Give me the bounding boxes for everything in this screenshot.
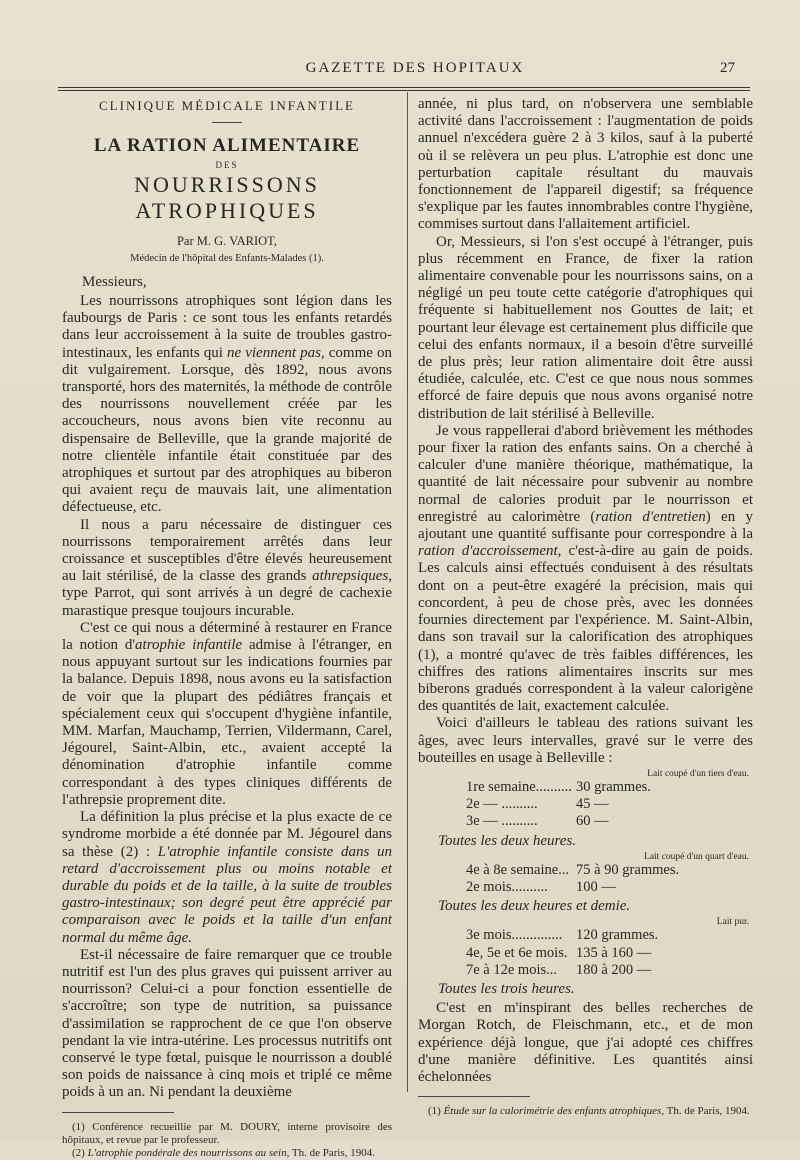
footnote: (1) Étude sur la calorimétrie des enfants atrophiques, Th. de Paris, 1904. — [428, 1105, 750, 1118]
footnote: (2) L'atrophie pondérale des nourrissons au sein, Th. de Paris, 1904. — [72, 1146, 376, 1159]
article-title-des: DES — [215, 160, 239, 170]
article-title-line2: NOURRISSONS ATROPHIQUES — [134, 172, 320, 223]
paragraph: Il nous a paru nécessaire de distinguer ces nourrissons temporairement arrêtés dans leur croissance et susceptibles d'être élevés heureusement au lait stérilisé, de la classe des grands athrepsiques, type Parrot, qui sont arrivés à un degré de cachexie marastique presque toujours incurable. — [62, 516, 392, 619]
ration-table-row: 2e — .......... 45 — — [466, 796, 609, 813]
paragraph: La définition la plus précise et la plus exacte de ce syndrome morbide a été donnée par M. Jégourel dans sa thèse (2) : L'atrophie infantile consiste dans un retard d'accroissement plus ou moins notable et durable du poids et de la taille, à la suite de troubles gastro-intestinaux; son degré peut être apprécié par comparaison avec le poids et la taille d'un enfant normal du même âge. — [62, 809, 392, 946]
paragraph: Je vous rappellerai d'abord brièvement les méthodes pour fixer la ration des enfants sains. On a cherché à calculer d'une manière théorique, mathématique, la quantité de lait nécessaire pour subvenir au nombre normal de calories produit par le nourrisson et enregistré au calorimètre (ration d'entretien) en y ajoutant une quantité suffisante pour correspondre à la ration d'accroissement, c'est-à-dire au gain de poids. Les calculs ainsi effectués conduisent à des résultats dont on a peut-être exagéré la précision, mais qui concordent, à peu de chose près, avec les données fournies directement par l'expérience. M. Saint-Albin, dans son travail sur la calorification des atrophiques (1), a montré qu'avec de très faibles différences, les chiffres des rations alimentaires inscrits sur mes biberons gradués correspondent à la valeur calorigène des quantités de lait, exactement calculée. — [418, 422, 753, 715]
running-head — [0, 60, 800, 80]
paragraph: Les nourrissons atrophiques sont légion dans les faubourgs de Paris : ce sont tous les enfants retardés dans leur accroissement à la suite de troubles gastro-intestinaux, les enfants qui ne viennent pas, comme on dit vulgairement. Lorsque, dès 1892, nous avons transporté, hors des maternités, la méthode de contrôle des nourrissons nouvellement créée par les accoucheurs, nous avons bien vite reconnu au dispensaire de Belleville, que la grande majorité de notre clientèle infantile était constituée par des atrophiques et surtout par des atrophiques au biberon qui avaient reçu de mauvais lait, une alimentation défectueuse, etc. — [62, 293, 392, 516]
paragraph: C'est en m'inspirant des belles recherches de Morgan Rotch, de Fleischmann, etc., et de mon expérience déjà longue, que j'ai adopté ces chiffres d'une manière définitive. Les quantités ainsi échelonnées — [418, 1000, 753, 1085]
footnote: (1) Conférence recueillie par M. DOURY, interne provisoire des hôpitaux, et revue par le professeur. — [62, 1120, 392, 1146]
ration-table-interval: Toutes les trois heures. — [438, 980, 575, 997]
author-affiliation: Médecin de l'hôpital des Enfants-Malades (1). — [130, 253, 324, 264]
header-rule-2 — [58, 90, 750, 91]
footnote-rule — [62, 1112, 174, 1113]
paragraph: C'est ce qui nous a déterminé à restaurer en France la notion d'atrophie infantile admise à l'étranger, en nous appuyant surtout sur les indications fournies par la balance. Depuis 1898, nous avons eu la satisfaction de voir que la plupart des pédiâtres français et spécialement ceux qui s'occupent d'hygiène infantile, MM. Marfan, Mauchamp, Terrien, Vildermann, Carel, Jégourel, Saint-Albin, etc., avaient accepté la dénomination d'atrophie infantile comme correspondant à des types cliniques différents de l'athrepsie proprement dite. — [62, 619, 392, 808]
ration-table-interval: Toutes les deux heures et demie. — [438, 898, 631, 915]
ration-table-row: 3e mois.............. 120 grammes. — [466, 927, 659, 944]
ration-table-heading: Lait coupé d'un quart d'eau. — [644, 851, 749, 862]
ration-table-row: 4e, 5e et 6e mois. 135 à 160 — — [466, 944, 652, 961]
page-number: 27 — [720, 60, 735, 76]
right-column — [418, 96, 753, 1118]
journal-title: GAZETTE DES HOPITAUX — [305, 60, 525, 76]
author-line: Par M. G. VARIOT, — [176, 234, 277, 248]
paragraph: Voici d'ailleurs le tableau des rations suivant les âges, avec leurs intervalles, gravé sur le verre des bouteilles en usage à Belleville : — [418, 715, 753, 766]
paragraph: Or, Messieurs, si l'on s'est occupé à l'étranger, puis plus récemment en France, de fixer la ration alimentaire convenable pour les nourrissons sains, on a négligé un peu toute cette catégorie d'atrophiques qui fréquente si habituellement nos Gouttes de lait; et pourtant leur élevage est certainement plus difficile que celui des enfants normaux, il a besoin d'être surveillé de plus près; leur ration alimentaire doit être aussi étudiée, calculée, etc. C'est ce que nous nous sommes efforcé de faire depuis que nous avons organisé notre distribution de lait stérilisé à Belleville. — [418, 233, 753, 422]
ration-table-row: 7e à 12e mois... 180 à 200 — — [466, 961, 652, 978]
ration-table-heading: Lait coupé d'un tiers d'eau. — [647, 768, 749, 779]
ration-table-row: 3e — .......... 60 — — [466, 813, 609, 830]
left-column — [62, 96, 392, 1160]
paragraph: année, ni plus tard, on n'observera une semblable activité dans l'accroissement : l'augmentation de poids annuel n'excédera guère 2 à 3 kilos, sauf à la puberté où il se relèvera un peu plus. L'atrophie est donc une perturbation capitale résultant du mauvais fonctionnement de l'appareil digestif; sa fréquence s'explique par les fautes innombrables contre l'hygiène, commises surtout dans l'allaitement artificiel. — [418, 96, 753, 233]
salutation: Messieurs, — [82, 274, 147, 290]
ration-table-row: 4e à 8e semaine... 75 à 90 grammes. — [466, 861, 680, 878]
column-divider — [407, 92, 408, 1092]
footnote-rule — [418, 1096, 530, 1097]
ration-table-row: 1re semaine.......... 30 grammes. — [466, 778, 651, 795]
header-rule — [58, 87, 750, 88]
paragraph: Est-il nécessaire de faire remarquer que ce trouble nutritif est l'un des plus graves qui puissent arriver au nourrisson? Celui-ci a pour fonction essentielle de s'accroître; son type de nutrition, sa puissance d'assimilation se rapprochent de ce que l'on observe pendant la vie intra-utérine. Les processus nutritifs ont conservé le type fœtal, puisque le nourrisson a doublé son poids de naissance à cinq mois et triplé ce même poids à un an. Ni pendant la deuxième — [62, 946, 392, 1101]
ration-table-interval: Toutes les deux heures. — [438, 832, 577, 849]
section-heading: CLINIQUE MÉDICALE INFANTILE — [99, 98, 355, 113]
ration-table-row: 2e mois.......... 100 — — [466, 878, 616, 895]
ration-table-heading: Lait pur. — [716, 917, 749, 928]
article-title-line1: LA RATION ALIMENTAIRE — [93, 135, 361, 156]
section-rule — [212, 122, 242, 123]
